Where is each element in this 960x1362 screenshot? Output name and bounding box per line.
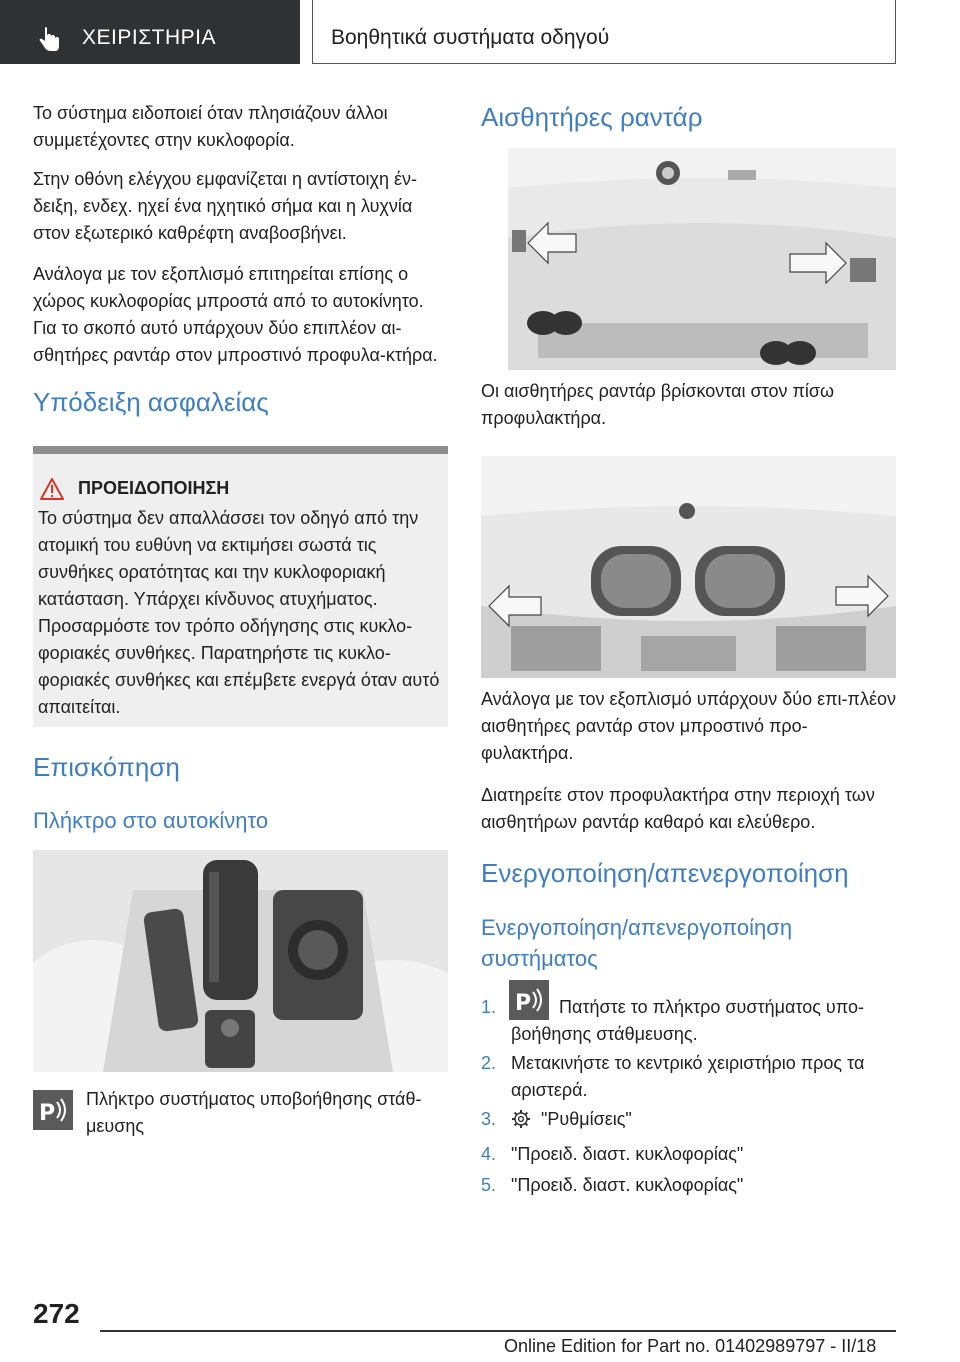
heading-overview: Επισκόπηση [33, 752, 180, 782]
step-text: "Ρυθμίσεις" [541, 1109, 632, 1129]
step-text: "Προειδ. διαστ. κυκλοφορίας" [511, 1144, 744, 1164]
chapter-tab[interactable] [0, 0, 300, 64]
page-number: 272 [33, 1298, 80, 1329]
step-text: Πατήστε το πλήκτρο συστήματος υπο-βοήθησης στάθμευσης. [511, 997, 864, 1044]
console-photo [33, 850, 448, 1072]
step-5 [481, 1172, 896, 1202]
svg-text:P: P [39, 1101, 56, 1126]
step-text: "Προειδ. διαστ. κυκλοφορίας" [511, 1175, 744, 1195]
section-title: Βοηθητικά συστήματα οδηγού [331, 26, 610, 49]
step-4 [481, 1141, 896, 1171]
warning-triangle-icon [40, 478, 64, 500]
step-number: 1. [481, 997, 497, 1017]
warning-bar [33, 446, 448, 454]
heading-button-in-car: Πλήκτρο στο αυτοκίνητο [33, 808, 269, 833]
caption-front-sensors: Ανάλογα με τον εξοπλισμό υπάρχουν δύο επι-πλέον αισθητήρες ραντάρ στον μπροστινό προ-φυλακτήρα. [481, 689, 897, 763]
step-number: 5. [481, 1175, 497, 1195]
warning-title: ΠΡΟΕΙΔΟΠΟΙΗΣΗ [78, 478, 230, 498]
heading-radar-sensors: Αισθητήρες ραντάρ [481, 102, 703, 132]
step-1 [481, 991, 896, 1054]
heading-activation-system: Ενεργοποίηση/απενεργοποίηση συστήματος [481, 915, 793, 971]
step-3 [481, 1106, 896, 1136]
hand-pointer-icon [36, 26, 64, 54]
paragraph-display: Στην οθόνη ελέγχου εμφανίζεται η αντίστοιχη έν-δειξη, ενδεχ. ηχεί ένα ηχητικό σήμα και η λυχνία στον εξωτερικό καθρέφτη αναβοσβήνει. [33, 169, 417, 243]
step-number: 3. [481, 1109, 497, 1129]
step-text: Μετακινήστε το κεντρικό χειριστήριο προς τα αριστερά. [511, 1053, 865, 1100]
warning-text: Το σύστημα δεν απαλλάσσει τον οδηγό από την ατομική του ευθύνη να εκτιμήσει σωστά τις συνθήκες ορατότητας και την κυκλοφοριακή κατάσταση. Υπάρχει κίνδυνος ατυχήματος. Προσαρμόστε τον τρόπο οδήγησης στις κυκλο-φοριακές συνθήκες. Παρατηρήστε τις κυκλο-φοριακές συνθήκες και επέμβετε ενεργά όταν αυτό απαιτείται. [38, 508, 440, 717]
chapter-title: ΧΕΙΡΙΣΤΗΡΙΑ [82, 26, 217, 49]
left-column [33, 100, 448, 418]
footer-divider [100, 1330, 896, 1332]
front-bumper-photo [481, 456, 896, 678]
paragraph-alert: Το σύστημα ειδοποιεί όταν πλησιάζουν άλλοι συμμετέχοντες στην κυκλοφορία. [33, 103, 388, 150]
parking-assist-button-icon [33, 1090, 73, 1130]
caption-rear-sensors: Οι αισθητήρες ραντάρ βρίσκονται στον πίσω προφυλακτήρα. [481, 381, 835, 428]
section-tab[interactable] [312, 0, 896, 64]
heading-activation: Ενεργοποίηση/απενεργοποίηση [481, 858, 849, 888]
svg-text:P: P [515, 991, 532, 1016]
step-2 [481, 1050, 896, 1106]
paragraph-front-area: Ανάλογα με τον εξοπλισμό επιτηρείται επίσης ο χώρος κυκλοφορίας μπροστά από το αυτοκίνητο. Για το σκοπό αυτό υπάρχουν δύο επιπλέον αι-σθητήρες ραντάρ στον μπροστινό προφυλα-κτήρα. [33, 264, 438, 365]
heading-safety: Υπόδειξη ασφαλείας [33, 387, 269, 417]
step-number: 4. [481, 1144, 497, 1164]
caption-button: Πλήκτρο συστήματος υποβοήθησης στάθ-μευσης [86, 1089, 422, 1136]
step-number: 2. [481, 1053, 497, 1073]
page-header [0, 0, 960, 66]
rear-bumper-photo [508, 148, 896, 370]
paragraph-keep-clean: Διατηρείτε στον προφυλακτήρα στην περιοχή των αισθητήρων ραντάρ καθαρό και ελεύθερο. [481, 785, 875, 832]
gear-icon [511, 1109, 531, 1129]
footer-edition: Online Edition for Part no. 01402989797 - II/18 [504, 1336, 877, 1356]
